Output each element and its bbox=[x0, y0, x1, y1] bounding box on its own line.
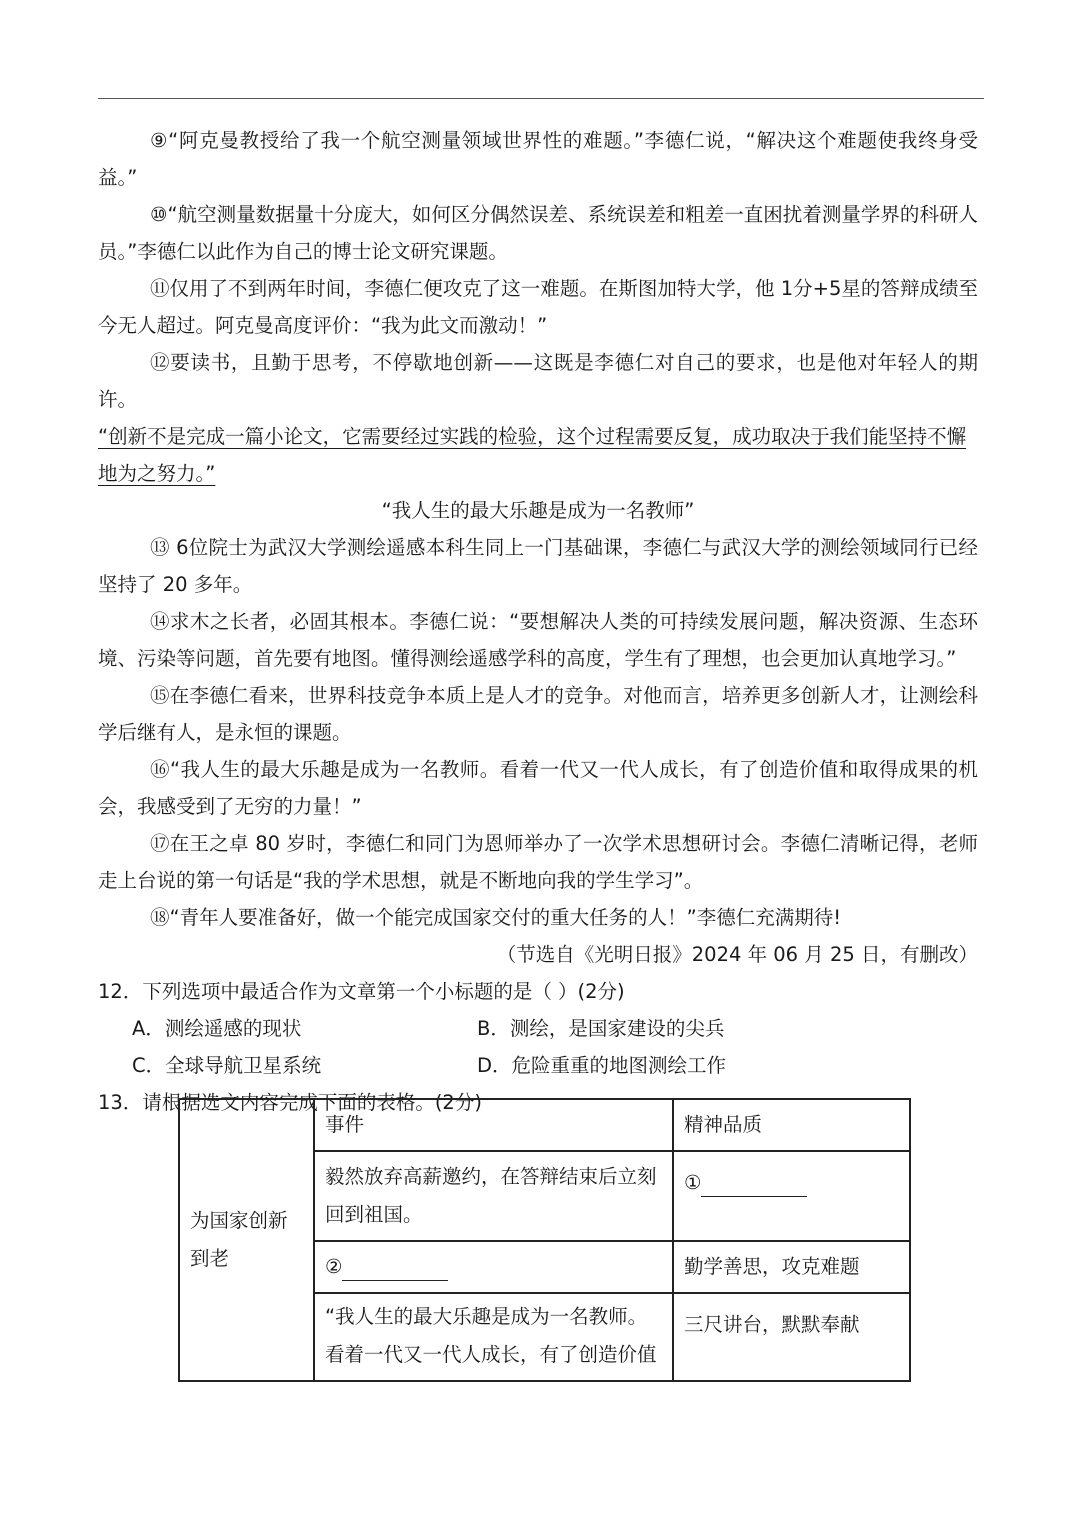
paragraph-10: ⑩“航空测量数据量十分庞大，如何区分偶然误差、系统误差和粗差一直困扰着测量学界的科研人员。”李德仁以此作为自己的博士论文研究课题。 bbox=[98, 203, 978, 263]
event-3: “我人生的最大乐趣是成为一名教师。看着一代又一代人成长，有了创造价值 bbox=[314, 1293, 673, 1381]
answer-blank-1[interactable] bbox=[701, 1170, 807, 1197]
header-event: 事件 bbox=[314, 1099, 673, 1151]
underlined-quote-text: “创新不是完成一篇小论文，它需要经过实践的检验，这个过程需要反复，成功取决于我们能坚持不懈地为之努力。” bbox=[98, 425, 967, 485]
answer-blank-2[interactable] bbox=[342, 1254, 448, 1281]
option-d: D．危险重重的地图测绘工作 bbox=[477, 1054, 727, 1077]
event-1: 毅然放弃高薪邀约，在答辩结束后立刻回到祖国。 bbox=[314, 1151, 673, 1241]
paragraph-9: ⑨“阿克曼教授给了我一个航空测量领域世界性的难题。”李德仁说，“解决这个难题使我终身受益。” bbox=[98, 129, 978, 189]
underlined-quote bbox=[98, 418, 978, 492]
row-label-cell bbox=[179, 1099, 314, 1381]
blank-2-number: ② bbox=[325, 1255, 343, 1278]
quality-2: 勤学善思，攻克难题 bbox=[673, 1241, 910, 1293]
paragraph-11: ⑪仅用了不到两年时间，李德仁便攻克了这一难题。在斯图加特大学，他 1分+5星的答辩成绩至今无人超过。阿克曼高度评价：“我为此文而激动！” bbox=[98, 277, 978, 337]
question-12-stem: 12．下列选项中最适合作为文章第一个小标题的是（ ）(2分) bbox=[98, 980, 625, 1003]
header-quality: 精神品质 bbox=[673, 1099, 910, 1151]
paragraph-14: ⑭求木之长者，必固其根本。李德仁说：“要想解决人类的可持续发展问题，解决资源、生态环境、污染等问题，首先要有地图。懂得测绘遥感学科的高度，学生有了理想，也会更加认真地学习。” bbox=[98, 610, 978, 670]
section-subtitle: “我人生的最大乐趣是成为一名教师” bbox=[381, 499, 695, 522]
option-c: C．全球导航卫星系统 bbox=[132, 1054, 322, 1077]
answer-blank-2-cell[interactable] bbox=[314, 1241, 673, 1293]
paragraph-13: ⑬ 6位院士为武汉大学测绘遥感本科生同上一门基础课，李德仁与武汉大学的测绘领域同行已经坚持了 20 多年。 bbox=[98, 536, 978, 596]
source-citation: （节选自《光明日报》2024 年 06 月 25 日，有删改） bbox=[496, 943, 978, 966]
answer-blank-1-cell[interactable] bbox=[673, 1151, 910, 1241]
blank-1-number: ① bbox=[684, 1171, 702, 1194]
header-rule bbox=[98, 98, 984, 99]
question-13-stem: 13．请根据选文内容完成下面的表格。(2分) bbox=[98, 1091, 482, 1114]
option-a: A．测绘遥感的现状 bbox=[132, 1017, 302, 1040]
answer-table bbox=[178, 1098, 911, 1382]
paragraph-12: ⑫要读书，且勤于思考，不停歇地创新——这既是李德仁对自己的要求，也是他对年轻人的期许。 bbox=[98, 351, 978, 411]
row-label: 为国家创新到老 bbox=[190, 1209, 288, 1270]
paragraph-15: ⑮在李德仁看来，世界科技竞争本质上是人才的竞争。对他而言，培养更多创新人才，让测绘科学后继有人，是永恒的课题。 bbox=[98, 684, 978, 744]
quality-3: 三尺讲台，默默奉献 bbox=[673, 1293, 910, 1381]
paragraph-18: ⑱“青年人要准备好，做一个能完成国家交付的重大任务的人！”李德仁充满期待! bbox=[150, 906, 842, 929]
paragraph-17: ⑰在王之卓 80 岁时，李德仁和同门为恩师举办了一次学术思想研讨会。李德仁清晰记得，老师走上台说的第一句话是“我的学术思想，就是不断地向我的学生学习”。 bbox=[98, 832, 978, 892]
paragraph-16: ⑯“我人生的最大乐趣是成为一名教师。看着一代又一代人成长，有了创造价值和取得成果的机会，我感受到了无穷的力量！” bbox=[98, 758, 978, 818]
question-12-options bbox=[132, 1010, 978, 1084]
article bbox=[98, 122, 978, 1121]
option-b: B．测绘，是国家建设的尖兵 bbox=[477, 1017, 725, 1040]
